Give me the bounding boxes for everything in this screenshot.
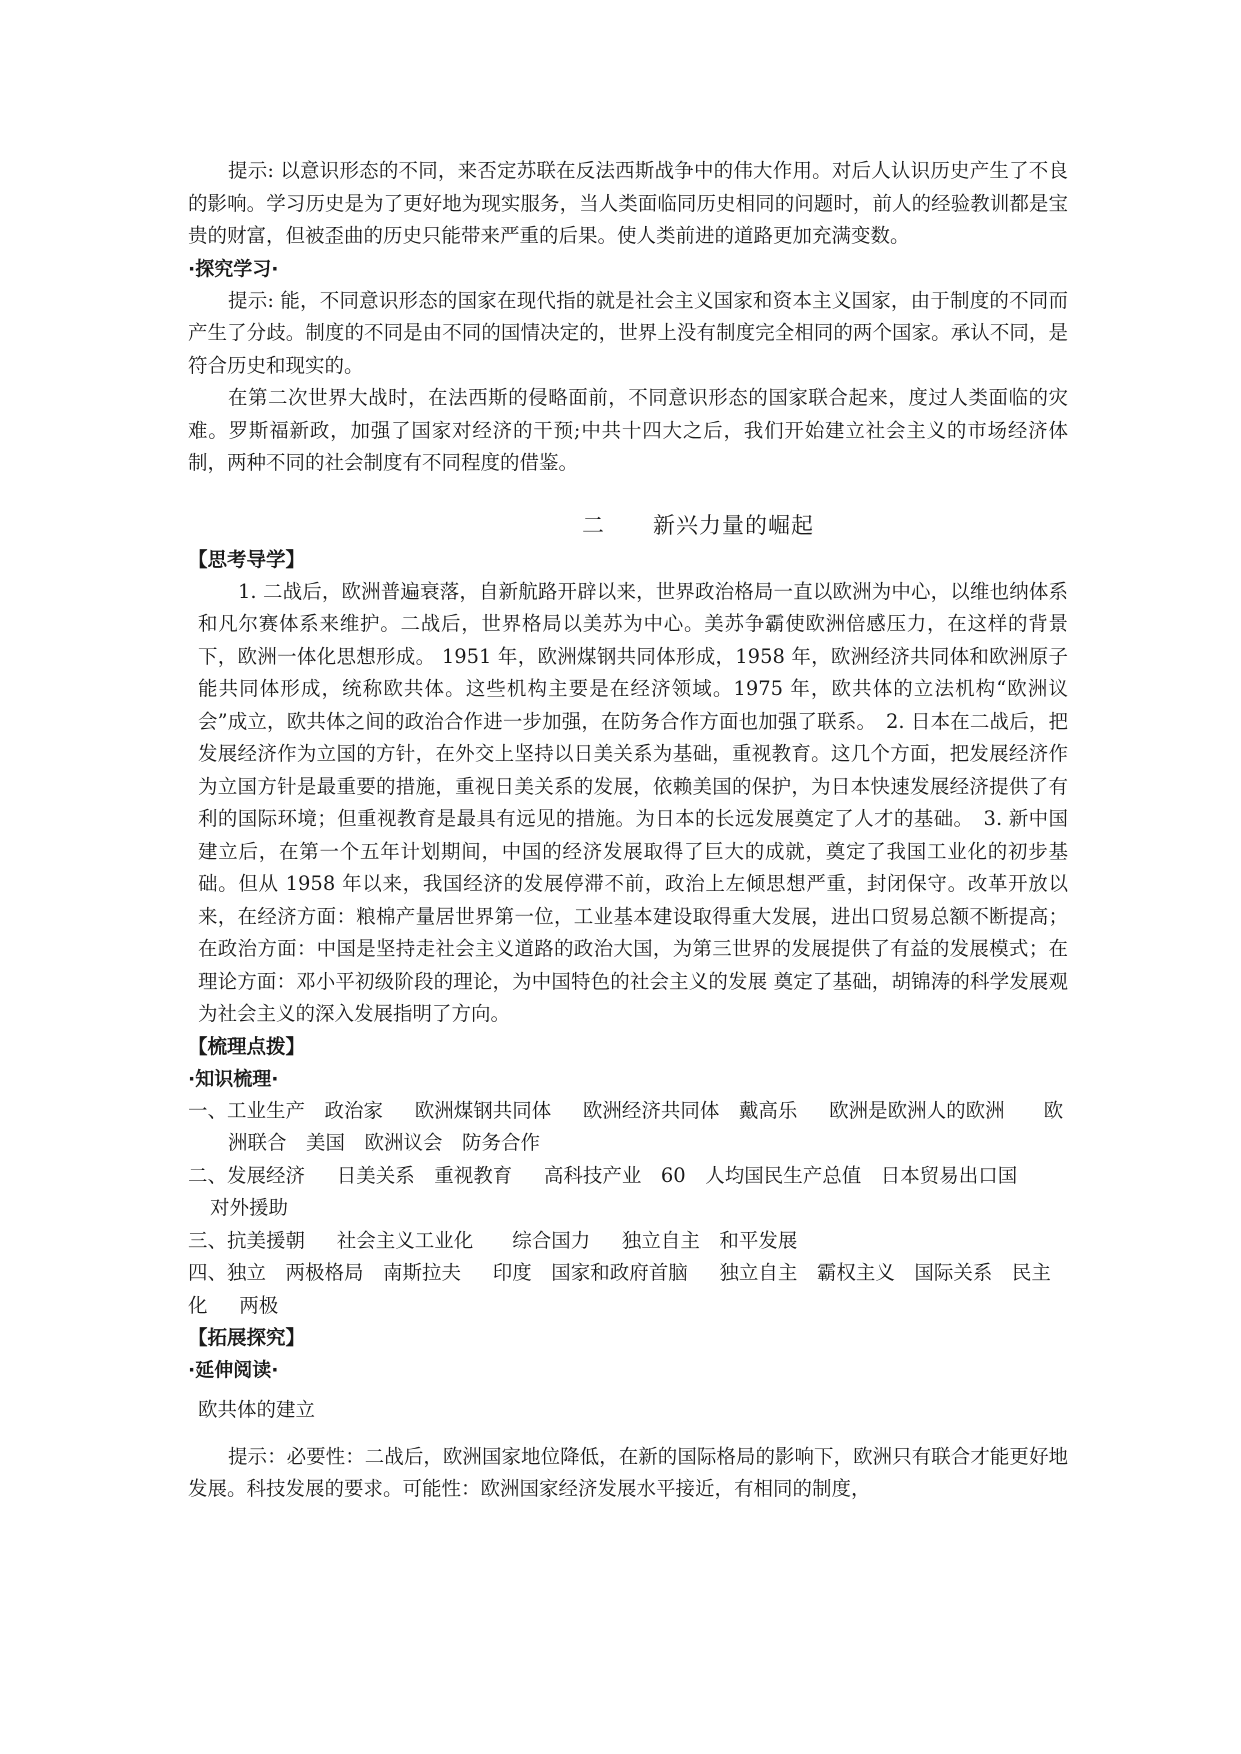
knowledge-review-subheading: ·知识梳理· bbox=[188, 1067, 279, 1090]
spacer bbox=[188, 480, 1068, 510]
spacer bbox=[188, 1427, 1068, 1441]
section-title-text: 新兴力量的崛起 bbox=[652, 513, 814, 539]
review-item-3: 三、抗美援朝 社会主义工业化 综合国力 独立自主 和平发展 bbox=[188, 1228, 798, 1252]
extended-reading-subheading: ·延伸阅读· bbox=[188, 1359, 279, 1381]
spacer bbox=[188, 1386, 1068, 1394]
section-title bbox=[188, 510, 1068, 544]
intro-paragraph-2: 提示: 能，不同意识形态的国家在现代指的就是社会主义国家和资本主义国家，由于制度的不同而产生了分歧。制度的不同是由不同的国情决定的，世界上没有制度完全相同的两个国家。承认不同，是符合历史和现实的。 bbox=[188, 288, 1068, 377]
intro-paragraph-1: 提示: 以意识形态的不同，来否定苏联在反法西斯战争中的伟大作用。对后人认识历史产生了不良的影响。学习历史是为了更好地为现实服务，当人类面临同历史相同的问题时，前人的经验教训都是宝贵的财富，但被歪曲的历史只能带来严重的后果。使人类前进的道路更加充满变数。 bbox=[188, 159, 1068, 247]
extend-heading: 【拓展探究】 bbox=[188, 1326, 306, 1349]
document-page bbox=[188, 155, 1068, 1506]
extend-topic: 欧共体的建立 bbox=[198, 1398, 316, 1421]
inquiry-subheading: ·探究学习· bbox=[188, 257, 279, 280]
review-heading: 【梳理点拨】 bbox=[188, 1034, 306, 1058]
section-number: 二 bbox=[582, 513, 606, 539]
review-item-2: 二、发展经济 日美关系 重视教育 高科技产业 60 人均国民生产总值 日本贸易出口国 对外援助 bbox=[188, 1163, 1069, 1219]
extend-paragraph-1: 提示：必要性：二战后，欧洲国家地位降低，在新的国际格局的影响下，欧洲只有联合才能更好地发展。科技发展的要求。可能性：欧洲国家经济发展水平接近，有相同的制度， bbox=[188, 1444, 1068, 1500]
intro-paragraph-3: 在第二次世界大战时，在法西斯的侵略面前，不同意识形态的国家联合起来，度过人类面临的灾难。罗斯福新政，加强了国家对经济的干预;中共十四大之后，我们开始建立社会主义的市场经济体制，两种不同的社会制度有不同程度的借鉴。 bbox=[188, 386, 1068, 474]
guide-heading: 【思考导学】 bbox=[188, 547, 306, 571]
guide-body: 1. 二战后，欧洲普遍衰落，自新航路开辟以来，世界政治格局一直以欧洲为中心，以维也纳体系和凡尔赛体系来维护。二战后，世界格局以美苏为中心。美苏争霸使欧洲倍感压力，在这样的背景下，欧洲一体化思想形成。 1951 年，欧洲煤钢共同体形成，1958 年，欧洲经济共同体和欧洲原子能共同体形成，统称欧共体。这些机构主要是在经济领域。1975 年，欧共体的立法机构“欧洲议会”成立，欧共体之间的政治合作进一步加强，在防务合作方面也加强了联系。 2. 日本在二战后，把发展经济作为立国的方针，在外交上坚持以日美关系为基础，重视教育。这几个方面，把发展经济作为立国方针是最重要的措施，重视日美关系的发展，依赖美国的保护，为日本快速发展经济提供了有利的国际环境；但重视教育是最具有远见的措施。为日本的长远发展奠定了人才的基础。 3. 新中国建立后，在第一个五年计划期间，中国的经济发展取得了巨大的成就，奠定了我国工业化的初步基础。但从 1958 年以来，我国经济的发展停滞不前，政治上左倾思想严重，封闭保守。改革开放以来，在经济方面：粮棉产量居世界第一位，工业基本建设取得重大发展，进出口贸易总额不断提高；在政治方面：中国是坚持走社会主义道路的政治大国，为第三世界的发展提供了有益的发展模式；在理论方面：邓小平初级阶段的理论，为中国特色的社会主义的发展 奠定了基础，胡锦涛的科学发展观为社会主义的深入发展指明了方向。 bbox=[198, 579, 1068, 1025]
review-item-4: 四、独立 两极格局 南斯拉夫 印度 国家和政府首脑 独立自主 霸权主义 国际关系 民主化 两极 bbox=[188, 1261, 1051, 1317]
section-title-gap bbox=[605, 514, 653, 539]
review-item-1: 一、工业生产 政治家 欧洲煤钢共同体 欧洲经济共同体 戴高乐 欧洲是欧洲人的欧洲 欧洲联合 美国 欧洲议会 防务合作 bbox=[188, 1098, 1064, 1154]
